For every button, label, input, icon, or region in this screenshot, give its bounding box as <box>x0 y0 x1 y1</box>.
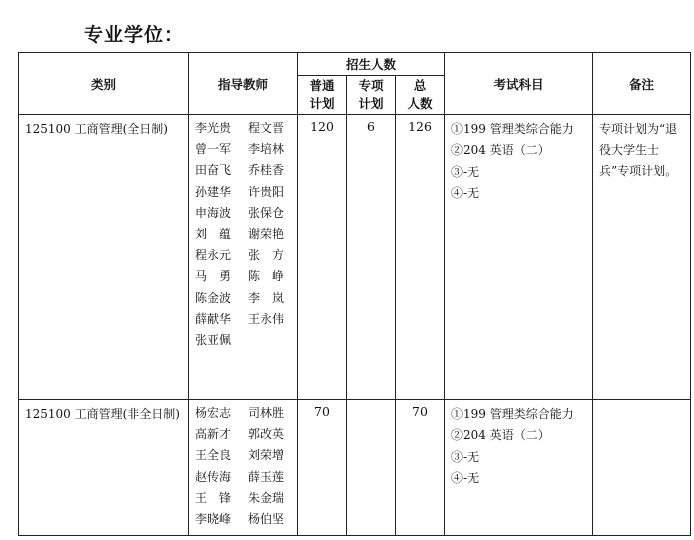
total-value: 70 <box>396 400 445 536</box>
remark-cell <box>593 400 691 536</box>
exam-subject: ④-无 <box>451 470 480 485</box>
advisor-name: 赵传海 <box>195 469 232 484</box>
table-row <box>19 400 691 536</box>
special-plan-value <box>347 400 396 536</box>
advisor-name: 谢荣艳 <box>248 226 285 241</box>
advisor-name: 王永伟 <box>248 311 285 326</box>
advisor-name: 王全良 <box>195 448 232 463</box>
remark-cell: 专项计划为“退役大学生士兵”专项计划。 <box>593 115 691 400</box>
advisor-name: 乔桂香 <box>248 163 285 178</box>
category-cell: 125100 工商管理(非全日制) <box>19 400 189 536</box>
advisor-name: 李光贵 <box>195 121 232 135</box>
header-enrollment: 招生人数 <box>298 53 445 76</box>
advisor-name: 朱金瑞 <box>248 490 285 505</box>
advisor-name: 刘荣增 <box>248 448 285 463</box>
advisor-name: 陈金波 <box>195 290 232 305</box>
exam-subject: ①199 管理类综合能力 <box>451 122 574 136</box>
advisor-name: 张保仓 <box>248 205 285 220</box>
advisor-name: 郭改英 <box>248 427 285 442</box>
advisors-cell <box>189 115 298 400</box>
advisor-name <box>248 330 297 351</box>
exam-subject: ③-无 <box>451 164 480 179</box>
header-category: 类别 <box>19 53 189 115</box>
exam-subject: ④-无 <box>451 185 480 200</box>
advisor-name: 司林胜 <box>248 406 285 420</box>
category-cell: 125100 工商管理(全日制) <box>19 115 189 400</box>
advisor-name: 李晓峰 <box>195 511 232 526</box>
advisor-name: 张亚佩 <box>195 332 232 347</box>
exam-subject: ②204 英语（二） <box>451 143 550 158</box>
exam-subject: ①199 管理类综合能力 <box>451 407 574 421</box>
advisors-cell <box>189 400 298 536</box>
advisor-name: 李培林 <box>248 142 285 157</box>
advisor-name: 杨伯坚 <box>248 511 285 526</box>
table-row <box>19 115 691 400</box>
exam-subject: ③-无 <box>451 449 480 464</box>
exam-subject: ②204 英语（二） <box>451 428 550 443</box>
header-total: 总 人数 <box>396 76 445 115</box>
advisor-name: 薛玉莲 <box>248 469 285 484</box>
section-heading: 专业学位： <box>84 24 185 46</box>
exam-subjects-cell <box>445 115 593 400</box>
special-plan-value: 6 <box>347 115 396 400</box>
advisor-name: 高新才 <box>195 427 232 442</box>
header-remarks: 备注 <box>593 53 691 115</box>
advisor-name: 孙建华 <box>195 184 232 199</box>
advisor-name: 陈 峥 <box>248 269 285 284</box>
advisor-name: 程永元 <box>195 248 232 263</box>
admissions-table <box>18 52 691 536</box>
advisor-name: 李 岚 <box>248 290 285 305</box>
advisor-name: 许贵阳 <box>248 184 285 199</box>
advisor-name: 曾一军 <box>195 142 232 157</box>
advisor-name: 田奋飞 <box>195 163 232 178</box>
header-exam-subjects: 考试科目 <box>445 53 593 115</box>
header-advisors: 指导教师 <box>189 53 298 115</box>
advisor-name: 程文晋 <box>248 121 285 135</box>
header-special-plan: 专项 计划 <box>347 76 396 115</box>
advisor-name: 王 锋 <box>195 490 232 505</box>
advisor-name: 申海波 <box>195 205 232 220</box>
total-value: 126 <box>396 115 445 400</box>
exam-subjects-cell <box>445 400 593 536</box>
advisor-name: 刘 蕴 <box>195 226 232 241</box>
advisor-name: 张 方 <box>248 248 285 263</box>
header-regular-plan: 普通 计划 <box>298 76 347 115</box>
regular-plan-value: 70 <box>298 400 347 536</box>
advisor-name: 杨宏志 <box>195 406 232 420</box>
advisor-name: 马 勇 <box>195 269 232 284</box>
regular-plan-value: 120 <box>298 115 347 400</box>
advisor-name: 薛献华 <box>195 311 232 326</box>
